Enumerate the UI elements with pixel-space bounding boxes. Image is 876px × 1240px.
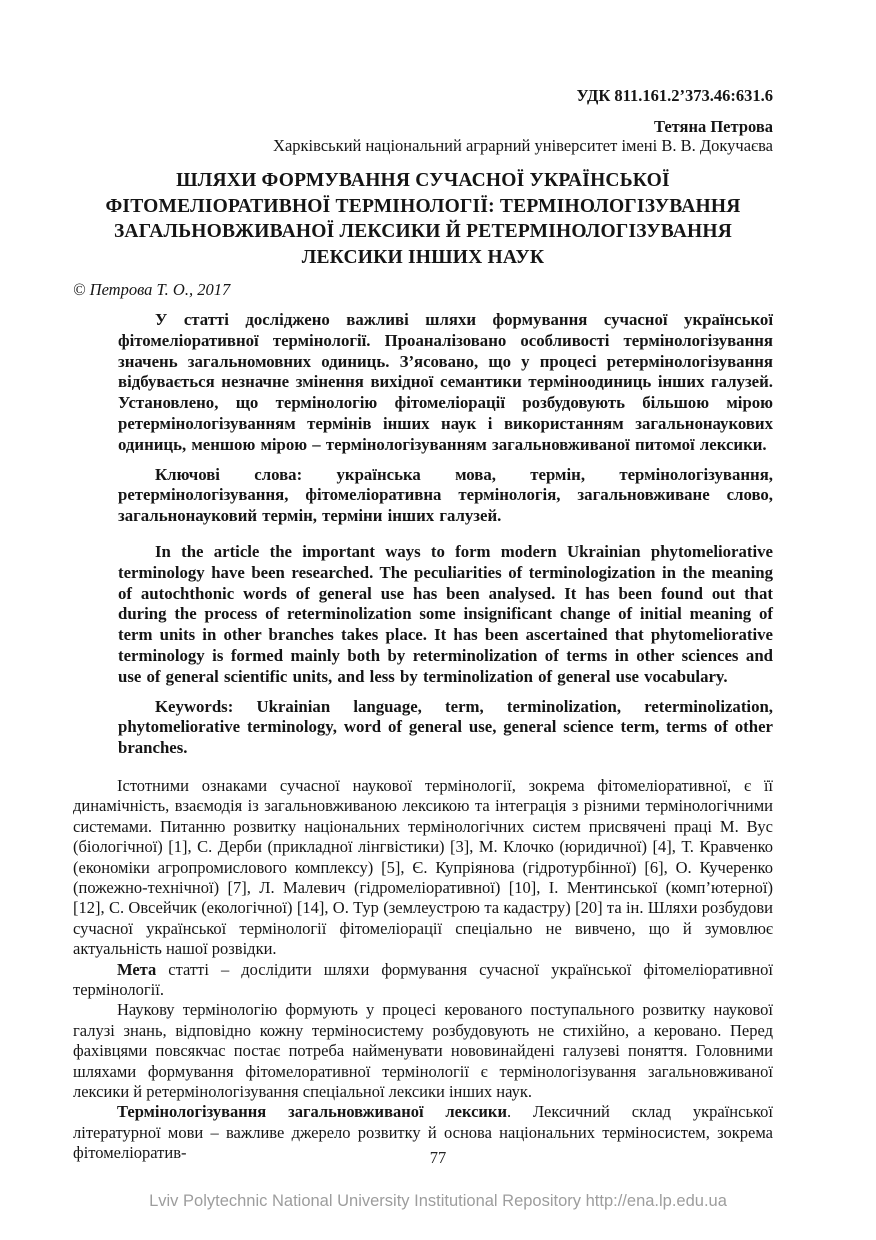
abstract-english: In the article the important ways to form modern Ukrainian phytomeliorative terminology have been researched. The peculiarities of terminologization in the meaning of autochthonic words of general use has been analysed. It has been found out that during the process of reterminolization some insignificant change of initial meaning of term units in other branches takes place. It has been ascertained that phytomeliorative terminology is formed mainly both by reterminolization of terms in other sciences and use of general scientific units, and less by terminolization of general use vocabulary. <box>118 541 773 686</box>
paragraph-text: статті – дослідити шляхи формування сучасної української фітомеліоративної термінології. <box>73 959 773 999</box>
page-number: 77 <box>429 1148 447 1167</box>
copyright-line: © Петрова Т. О., 2017 <box>73 280 231 299</box>
article-body <box>73 776 773 1164</box>
bold-lead: Термінологізування загальновживаної лексики <box>117 1102 507 1122</box>
title-line: ЛЕКСИКИ ІНШИХ НАУК <box>301 246 545 268</box>
article-title <box>73 168 773 270</box>
author-name: Тетяна Петрова <box>653 117 773 136</box>
paragraph-text: Наукову термінологію формують у процесі керованого поступального розвитку наукової галузі знань, відповідно кожну терміносистему розбудовують не стихійно, а керовано. Перед фахівцями повсякчас постає потреба найменувати нововинайдені галузеві поняття. Головними шляхами формування фітомелоративної термінології є термінологізування загальновживаної лексики й ретермінологізування спеціальної лексики інших наук. <box>73 1000 773 1102</box>
body-paragraph <box>73 1000 773 1102</box>
body-paragraph <box>73 776 773 960</box>
udc-line: УДК 811.161.2’373.46:631.6 <box>576 86 773 105</box>
bold-lead: Мета <box>117 959 157 979</box>
paragraph-text: . Лексичний склад української літературної мови – важливе джерело розвитку й основа національних терміносистем, зокрема фітомеліоратив- <box>73 1102 774 1163</box>
body-paragraph <box>73 960 773 1001</box>
affiliation: Харківський національний аграрний університет імені В. В. Докучаєва <box>273 136 773 155</box>
content-area <box>73 0 773 1164</box>
title-line: ФІТОМЕЛІОРАТИВНОЇ ТЕРМІНОЛОГІЇ: ТЕРМІНОЛОГІЗУВАННЯ <box>105 195 741 217</box>
paragraph-text: Істотними ознаками сучасної наукової термінології, зокрема фітомеліоративної, є її динамічність, взаємодія із загальновживаною лексикою та інтеграція з різними термінологічними системами. Питанню розвитку національних термінологічних систем присвячені праці М. Вус (біологічної) [1], С. Дерби (прикладної лінгвістики) [3], М. Клочко (юридичної) [4], Т. Кравченко (економіки агропромислового комплексу) [5], Є. Купріянова (гідротурбінної) [6], О. Кучеренко (пожежно-технічної) [7], Л. Малевич (гідромеліоративної) [10], І. Ментинської (комп’ютерної) [12], С. Овсейчик (екологічної) [14], О. Тур (землеустрою та кадастру) [20] та ін. Шляхи розбудови сучасної української термінології фітомеліорації спеціально не вивчено, що й зумовлює актуальність нашої розвідки. <box>73 775 773 959</box>
title-line: ШЛЯХИ ФОРМУВАННЯ СУЧАСНОЇ УКРАЇНСЬКОЇ <box>176 170 670 191</box>
abstract-ukrainian: У статті досліджено важливі шляхи формування сучасної української фітомеліоративної термінології. Проаналізовано особливості термінологізування значень загальномовних одиниць. З’ясовано, що у процесі ретермінологізування відбувається незначне змінення вихідної семантики терміноодиниць інших галузей. Установлено, що термінологію фітомеліорації розбудовують більшою мірою ретермінологізуванням термінів інших наук і використанням загальнонаукових одиниць, меншою мірою – термінологізуванням загальновживаної питомої лексики. <box>118 310 773 454</box>
keywords-ukrainian: Ключові слова: українська мова, термін, термінологізування, ретермінологізування, фітомеліоративна термінологія, загальновживане слово, загальнонауковий термін, терміни інших галузей. <box>118 464 773 526</box>
repository-footer: Lviv Polytechnic National University Institutional Repository http://ena.lp.edu.ua <box>149 1192 727 1210</box>
article-header <box>73 0 773 155</box>
title-line: ЗАГАЛЬНОВЖИВАНОЇ ЛЕКСИКИ Й РЕТЕРМІНОЛОГІЗУВАННЯ <box>113 221 733 242</box>
keywords-english: Keywords: Ukrainian language, term, terminolization, reterminolization, phytomeliorative terminology, word of general use, general science term, terms of other branches. <box>118 696 773 758</box>
